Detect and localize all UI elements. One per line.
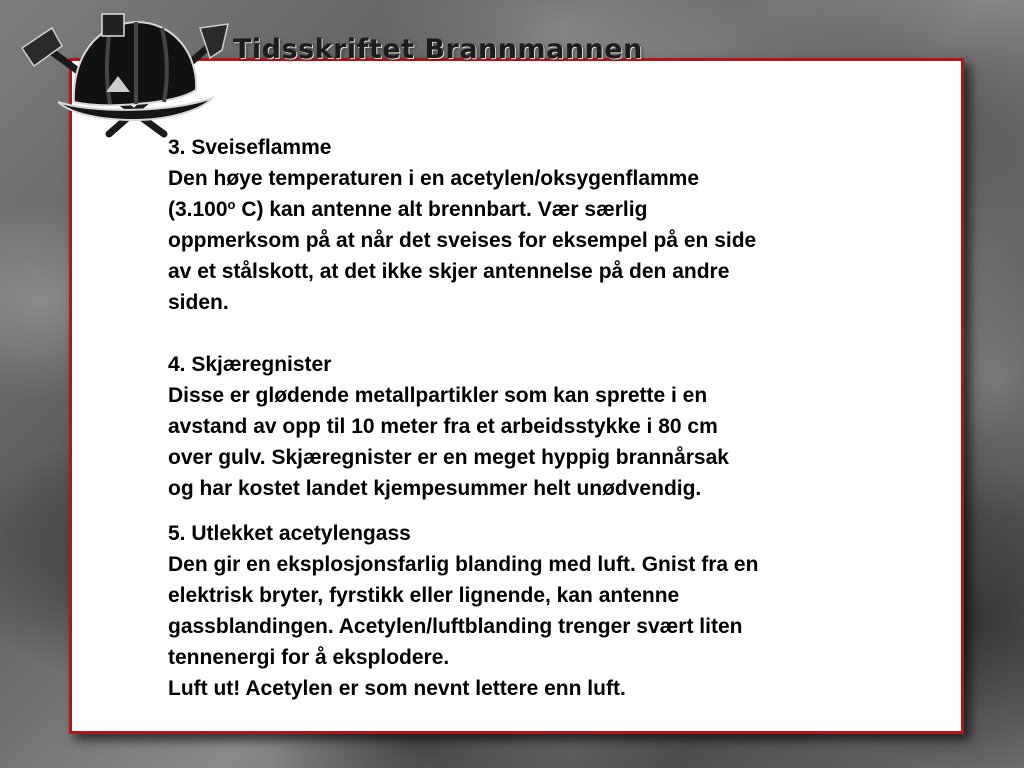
section-utlekket-acetylengass [168, 518, 898, 704]
section-closing: Luft ut! Acetylen er som nevnt lettere enn luft. [168, 677, 626, 700]
section-skjaeregnister [168, 349, 898, 504]
section-heading: 3. Sveiseflamme [168, 136, 332, 159]
section-sveiseflamme [168, 132, 898, 318]
degree-superscript: o [227, 197, 236, 212]
section-body: Den gir en eksplosjonsfarlig blanding med luft. Gnist fra en elektrisk bryter, fyrstikk eller lignende, kan antenne gassblandingen. Acetylen/luftblanding trenger svært liten tennenergi for å eksplodere. [168, 553, 759, 669]
section-body [168, 163, 898, 318]
magazine-title: Tidsskriftet Brannmannen [233, 34, 643, 65]
section-heading: 5. Utlekket acetylengass [168, 522, 411, 545]
fire-helmet-crossed-axes-icon [14, 6, 244, 146]
article-content [168, 132, 898, 704]
body-text: Den høye temperaturen i en acetylen/oksygenflamme (3.100 [168, 167, 700, 221]
section-body: Disse er glødende metallpartikler som kan sprette i en avstand av opp til 10 meter fra et arbeidsstykke i 80 cm over gulv. Skjæregnister er en meget hyppig brannårsak og har kostet landet kjempesummer helt unødvendig. [168, 384, 729, 500]
body-text: C) kan antenne alt brennbart. Vær særlig oppmerksom på at når det sveises for eksempel på en side av et stålskott, at det ikke skjer antennelse på den andre siden. [168, 198, 757, 314]
section-heading: 4. Skjæregnister [168, 353, 332, 376]
